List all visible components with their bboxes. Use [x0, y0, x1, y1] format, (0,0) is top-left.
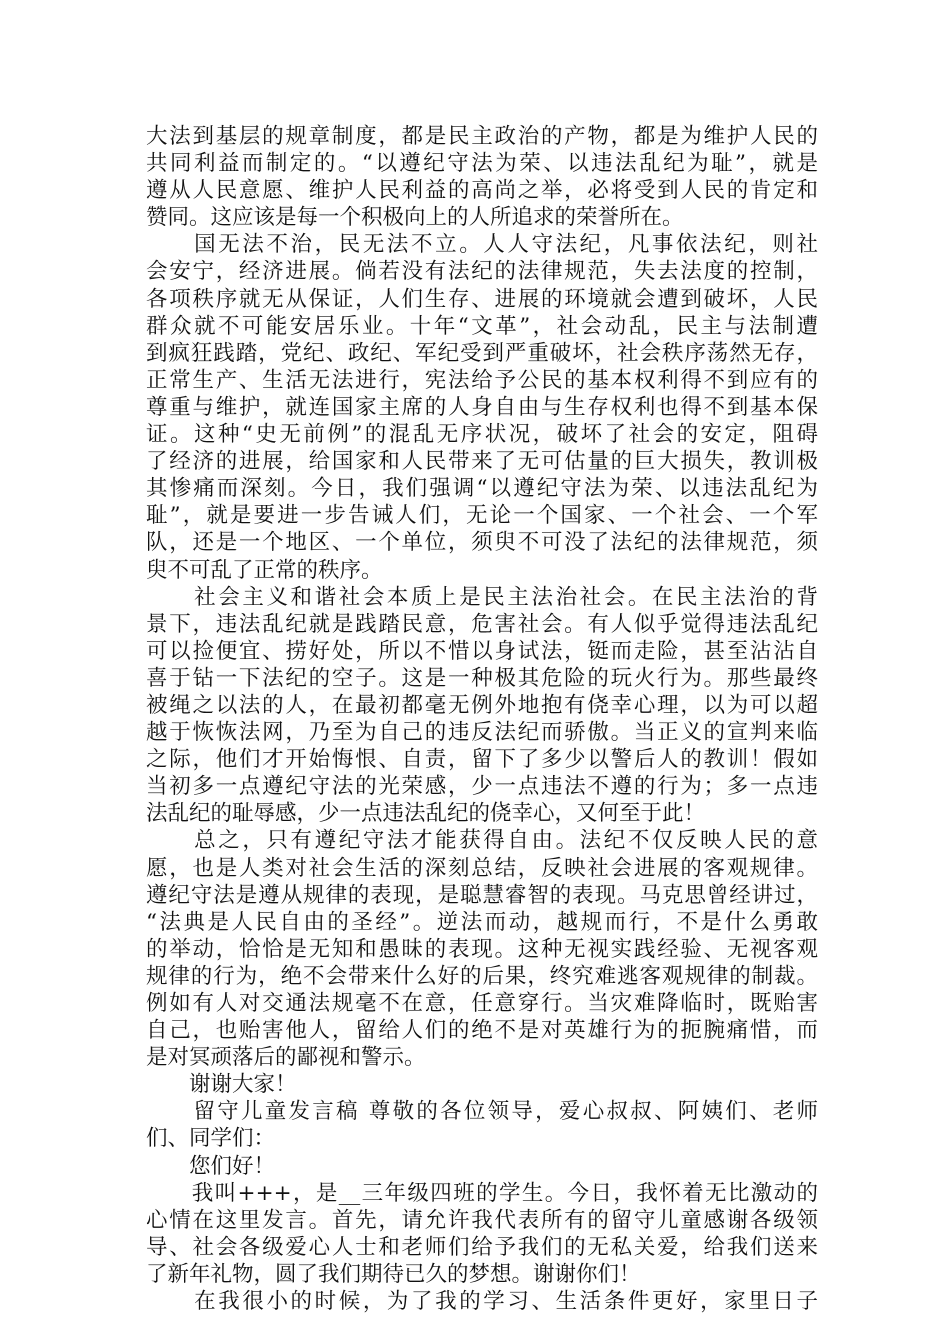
text-line: 我叫+++，是__三年级四班的学生。今日，我怀着无比激动的: [146, 1180, 818, 1206]
text-line: 臾不可乱了正常的秩序。: [146, 557, 383, 583]
text-line: 其惨痛而深刻。今日，我们强调“以遵纪守法为荣、以违法乱纪为: [146, 476, 818, 502]
document-body: [146, 123, 818, 1315]
text-line: 会安宁，经济进展。倘若没有法纪的法律规范，失去法度的控制，: [146, 259, 818, 285]
text-line: 被绳之以法的人，在最初都毫无例外地抱有侥幸心理，以为可以超: [146, 692, 818, 718]
text-line: 谢谢大家！: [146, 1072, 297, 1098]
text-line: 们、同学们：: [146, 1126, 276, 1152]
text-line: 群众就不可能安居乐业。十年“文革”，社会动乱，民主与法制遭: [146, 313, 818, 339]
text-line: 证。这种“史无前例”的混乱无序状况，破坏了社会的安定，阻碍: [146, 422, 818, 448]
text-line: 之际，他们才开始悔恨、自责，留下了多少以警后人的教训！假如: [146, 747, 818, 773]
text-line: 了新年礼物，圆了我们期待已久的梦想。谢谢你们！: [146, 1261, 641, 1287]
text-line: 遵从人民意愿、维护人民利益的高尚之举，必将受到人民的肯定和: [146, 178, 818, 204]
text-line: 越于恢恢法网，乃至为自己的违反法纪而骄傲。当正义的宣判来临: [146, 720, 818, 746]
text-line: 自己，也贻害他人，留给人们的绝不是对英雄行为的扼腕痛惜，而: [146, 1018, 818, 1044]
text-line: 导、社会各级爱心人士和老师们给予我们的无私关爱，给我们送来: [146, 1234, 818, 1260]
text-line: 愿，也是人类对社会生活的深刻总结，反映社会进展的客观规律。: [146, 855, 818, 881]
text-line: 留守儿童发言稿 尊敬的各位领导，爱心叔叔、阿姨们、老师: [146, 1099, 818, 1125]
text-line: 遵纪守法是遵从规律的表现，是聪慧睿智的表现。马克思曾经讲过，: [146, 882, 818, 908]
text-line: 心情在这里发言。首先，请允许我代表所有的留守儿童感谢各级领: [146, 1207, 818, 1233]
text-line: 法乱纪的耻辱感，少一点违法乱纪的侥幸心，又何至于此！: [146, 801, 706, 827]
text-line: 共同利益而制定的。“以遵纪守法为荣、以违法乱纪为耻”，就是: [146, 151, 818, 177]
text-line: 当初多一点遵纪守法的光荣感，少一点违法不遵的行为；多一点违: [146, 774, 818, 800]
text-line: 喜于钻一下法纪的空子。这是一种极其危险的玩火行为。那些最终: [146, 665, 818, 691]
text-line: 是对冥顽落后的鄙视和警示。: [146, 1045, 426, 1071]
text-line: 各项秩序就无从保证，人们生存、进展的环境就会遭到破坏，人民: [146, 286, 818, 312]
text-line: 到疯狂践踏，党纪、政纪、军纪受到严重破坏，社会秩序荡然无存，: [146, 340, 818, 366]
text-line: 大法到基层的规章制度，都是民主政治的产物，都是为维护人民的: [146, 124, 818, 149]
text-line: 了经济的进展，给国家和人民带来了无可估量的巨大损失，教训极: [146, 449, 818, 475]
text-line: “法典是人民自由的圣经”。逆法而动，越规而行，不是什么勇敢: [146, 909, 818, 935]
text-line: 尊重与维护，就连国家主席的人身自由与生存权利也得不到基本保: [146, 394, 818, 420]
text-line: 总之，只有遵纪守法才能获得自由。法纪不仅反映人民的意: [146, 828, 818, 854]
text-line: 可以捡便宜、捞好处，所以不惜以身试法，铤而走险，甚至沾沾自: [146, 638, 818, 664]
text-line: 您们好！: [146, 1153, 276, 1179]
text-line: 国无法不治，民无法不立。人人守法纪，凡事依法纪，则社: [146, 232, 818, 258]
text-line: 耻”，就是要进一步告诫人们，无论一个国家、一个社会、一个军: [146, 503, 818, 529]
text-line: 景下，违法乱纪就是践踏民意，危害社会。有人似乎觉得违法乱纪: [146, 611, 818, 637]
text-line: 规律的行为，绝不会带来什么好的后果，终究难逃客观规律的制裁。: [146, 963, 818, 989]
text-line: 队，还是一个地区、一个单位，须臾不可没了法纪的法律规范，须: [146, 530, 818, 556]
text-line: 社会主义和谐社会本质上是民主法治社会。在民主法治的背: [146, 584, 818, 610]
text-line: 赞同。这应该是每一个积极向上的人所追求的荣誉所在。: [146, 205, 684, 231]
text-line: 的举动，恰恰是无知和愚昧的表现。这种无视实践经验、无视客观: [146, 936, 818, 962]
text-line: 在我很小的时候，为了我的学习、生活条件更好，家里日子: [146, 1289, 818, 1315]
text-line: 例如有人对交通法规毫不在意，任意穿行。当灾难降临时，既贻害: [146, 991, 818, 1016]
text-line: 正常生产、生活无法进行，宪法给予公民的基本权利得不到应有的: [146, 367, 818, 393]
